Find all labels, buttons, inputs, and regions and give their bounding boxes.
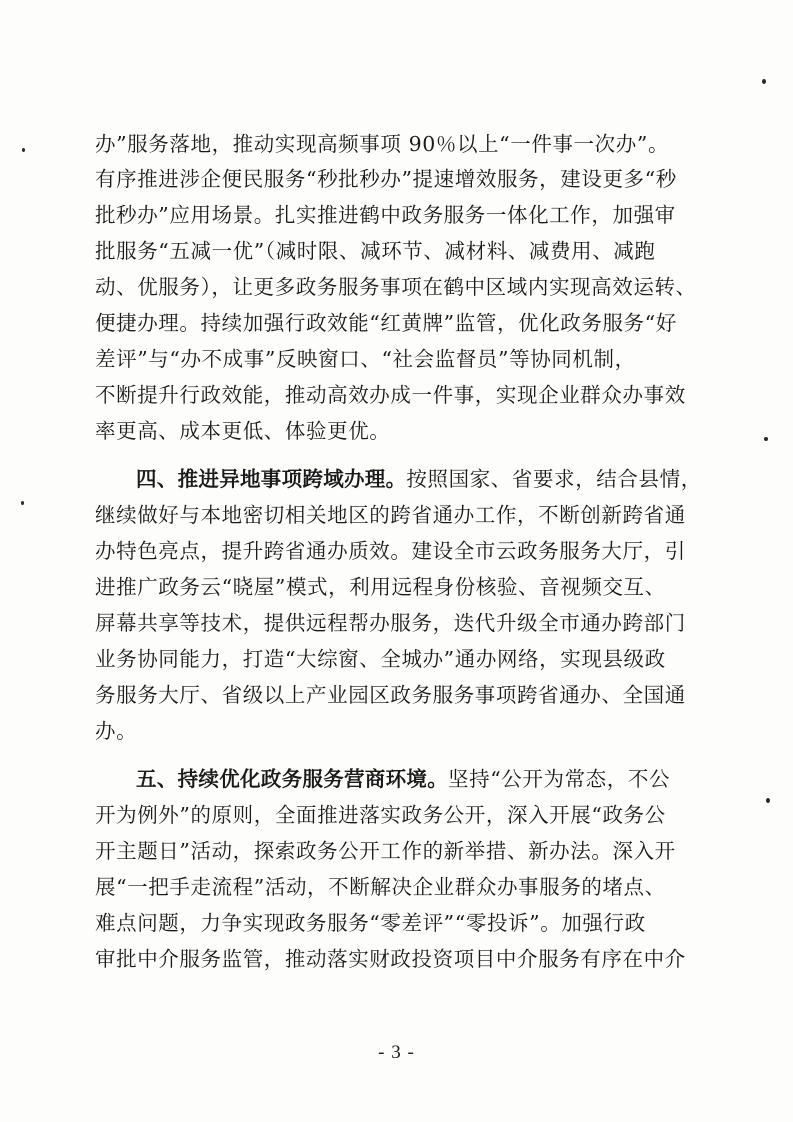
section5-line: 展“一把手走流程”活动，不断解决企业群众办事服务的堵点、 <box>95 875 666 899</box>
paragraph1-line-2: 有序推进涉企便民服务“秒批秒办”提速增效服务，建设更多“秒 <box>95 167 677 191</box>
paragraph1-line-7: 差评”与“办不成事”反映窗口、“社会监督员”等协同机制， <box>95 347 636 371</box>
scan-speck <box>762 79 766 84</box>
paragraph1-line-3: 批秒办”应用场景。扎实推进鹤中政务服务一体化工作，加强审 <box>95 203 676 227</box>
paragraph1-line-9: 率更高、成本更低、体验更优。 <box>95 419 391 443</box>
section4-line: 继续做好与本地密切相关地区的跨省通办工作，不断创新跨省通 <box>95 503 686 527</box>
paragraph1-line-4: 批服务“五减一优”（减时限、减环节、减材料、减费用、减跑 <box>95 239 656 263</box>
section4-line: 务服务大厅、省级以上产业园区政务服务事项跨省通办、全国通 <box>95 683 686 707</box>
section5-line: 难点问题，力争实现政务服务“零差评”“零投诉”。加强行政 <box>95 911 646 935</box>
section4-first-line-text: 按照国家、省要求，结合县情， <box>406 467 702 491</box>
section5-line: 开为例外”的原则，全面推进落实政务公开，深入开展“政务公 <box>95 803 666 827</box>
paragraph1-line-1: 办”服务落地，推动实现高频事项 90％以上“一件事一次办”。 <box>95 132 670 156</box>
section4-line: 进推广政务云“晓屋”模式，利用远程身份核验、音视频交互、 <box>95 575 666 599</box>
section4-first-line <box>136 464 702 494</box>
section5-line: 审批中介服务监管，推动落实财政投资项目中介服务有序在中介 <box>95 947 686 971</box>
paragraph1-line-6: 便捷办理。持续加强行政效能“红黄牌”监管，优化政务服务“好 <box>95 311 677 335</box>
scan-speck <box>766 798 770 803</box>
section4-line: 业务协同能力，打造“大综窗、全城办”通办网络，实现县级政 <box>95 647 666 671</box>
section5-first-line <box>136 764 696 794</box>
section5-heading: 五、持续优化政务服务营商环境。 <box>136 767 448 791</box>
paragraph1-line-5: 动、优服务），让更多政务服务事项在鹤中区域内实现高效运转、 <box>95 275 697 299</box>
section5-line: 开主题日”活动，探索政务公开工作的新举措、新办法。深入开 <box>95 839 676 863</box>
scan-speck <box>21 501 24 505</box>
section4-line: 办特色亮点，提升跨省通办质效。建设全市云政务服务大厅，引 <box>95 539 686 563</box>
section4-line: 办。 <box>95 719 138 743</box>
page-number: - 3 - <box>378 1042 415 1063</box>
scan-speck <box>22 148 25 152</box>
paragraph1-line-8: 不断提升行政效能，推动高效办成一件事，实现企业群众办事效 <box>95 383 686 407</box>
scan-speck <box>764 437 768 441</box>
section5-first-line-text: 坚持“公开为常态，不公 <box>448 767 671 791</box>
section4-line: 屏幕共享等技术，提供远程帮办服务，迭代升级全市通办跨部门 <box>95 611 686 635</box>
section4-heading: 四、推进异地事项跨域办理。 <box>136 467 407 491</box>
